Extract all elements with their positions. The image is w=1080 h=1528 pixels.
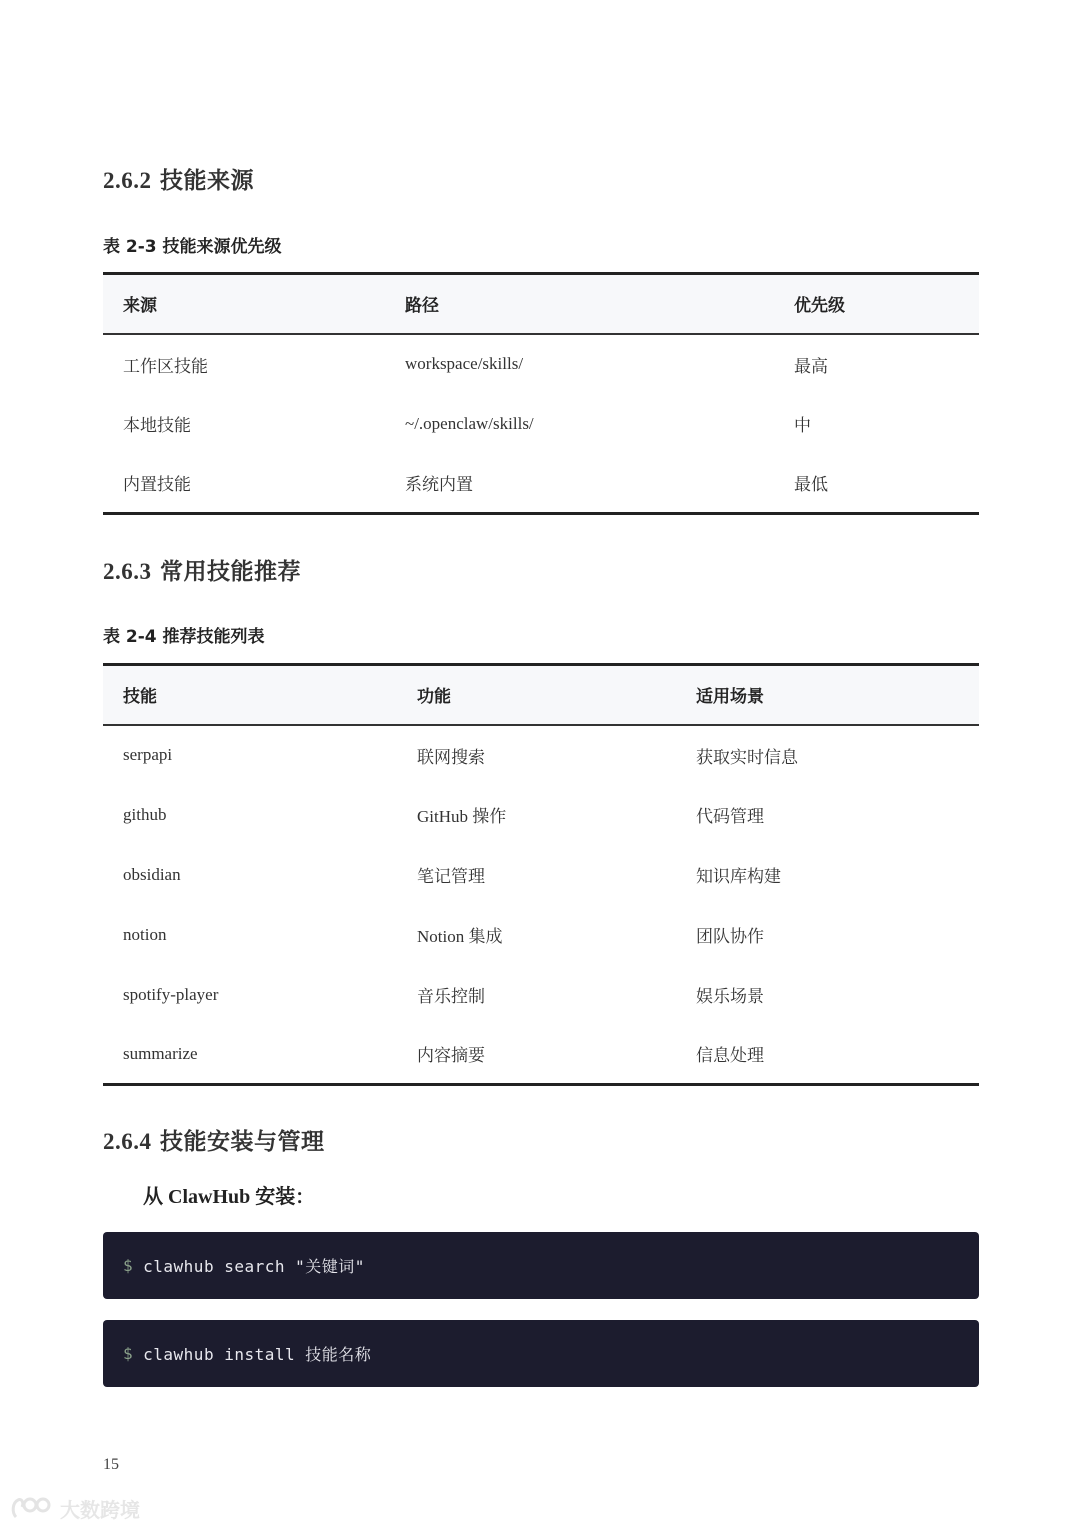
- cell-scenario: 获取实时信息: [696, 747, 798, 768]
- cell-path: workspace/skills/: [405, 354, 524, 373]
- section-title: 常用技能推荐: [160, 559, 302, 585]
- section-heading-2-6-4: [103, 1123, 325, 1156]
- cell-skill: github: [123, 804, 167, 824]
- cell-function: 联网搜索: [417, 747, 485, 768]
- table-header-row: [103, 274, 979, 334]
- header-scenario: 适用场景: [676, 665, 979, 725]
- skill-source-table: [103, 272, 979, 515]
- shell-prompt: $: [123, 1256, 134, 1275]
- table-row: [103, 394, 979, 454]
- cell-source: 工作区技能: [123, 356, 208, 377]
- cell-skill: serpapi: [123, 745, 173, 764]
- cell-source: 本地技能: [123, 416, 191, 436]
- command-text[interactable]: clawhub install 技能名称: [143, 1345, 372, 1364]
- header-source: 来源: [103, 274, 385, 334]
- header-function: 功能: [397, 665, 676, 725]
- watermark-logo-icon: [10, 1495, 54, 1523]
- cell-path: ~/.openclaw/skills/: [405, 413, 534, 433]
- cell-scenario: 团队协作: [696, 927, 764, 947]
- install-from-clawhub-label: [143, 1180, 314, 1209]
- table-row: [103, 334, 979, 394]
- cell-skill: obsidian: [123, 864, 181, 884]
- table-row: [103, 1025, 979, 1085]
- table-row: [103, 725, 979, 785]
- cell-function: Notion 集成: [417, 927, 503, 946]
- header-path: 路径: [385, 274, 774, 334]
- cell-scenario: 代码管理: [696, 807, 764, 827]
- cell-path: 系统内置: [405, 475, 473, 496]
- section-title: 技能安装与管理: [160, 1129, 325, 1155]
- table-row: [103, 454, 979, 514]
- section-number: 2.6.3: [103, 559, 152, 584]
- cell-scenario: 娱乐场景: [696, 987, 764, 1007]
- cell-function: 内容摘要: [417, 1046, 485, 1067]
- section-number: 2.6.2: [103, 168, 152, 193]
- code-block-search[interactable]: [103, 1232, 979, 1299]
- install-label-text: 从 ClawHub 安装: [143, 1186, 296, 1208]
- cell-skill: notion: [123, 924, 167, 944]
- table-row: [103, 965, 979, 1025]
- cell-scenario: 知识库构建: [696, 867, 781, 887]
- recommended-skills-table: [103, 663, 979, 1086]
- header-skill: 技能: [103, 665, 397, 725]
- watermark: [10, 1494, 140, 1523]
- cell-function: GitHub 操作: [417, 807, 507, 826]
- watermark-text: 大数跨境: [60, 1498, 140, 1522]
- cell-skill: summarize: [123, 1043, 198, 1063]
- table-caption-2-3: 表 2-3 技能来源优先级: [103, 237, 282, 257]
- table-caption-2-4: 表 2-4 推荐技能列表: [103, 627, 265, 647]
- command-text[interactable]: clawhub search "关键词": [143, 1257, 365, 1276]
- cell-source: 内置技能: [123, 475, 191, 496]
- section-heading-2-6-3: [103, 553, 301, 586]
- cell-scenario: 信息处理: [696, 1046, 764, 1067]
- table-row: [103, 785, 979, 845]
- code-block-install[interactable]: [103, 1320, 979, 1387]
- table-row: [103, 905, 979, 965]
- section-number: 2.6.4: [103, 1129, 152, 1154]
- header-priority: 优先级: [774, 274, 979, 334]
- cell-function: 音乐控制: [417, 987, 485, 1007]
- section-title: 技能来源: [160, 168, 255, 194]
- table-header-row: [103, 665, 979, 725]
- table-row: [103, 845, 979, 905]
- cell-skill: spotify-player: [123, 984, 219, 1004]
- cell-priority: 中: [794, 416, 811, 436]
- cell-priority: 最高: [794, 356, 828, 377]
- install-label-colon: ：: [295, 1186, 315, 1208]
- page-number: 15: [103, 1456, 119, 1473]
- shell-prompt: $: [123, 1344, 134, 1363]
- cell-priority: 最低: [794, 475, 828, 496]
- cell-function: 笔记管理: [417, 867, 485, 887]
- section-heading-2-6-2: [103, 162, 254, 195]
